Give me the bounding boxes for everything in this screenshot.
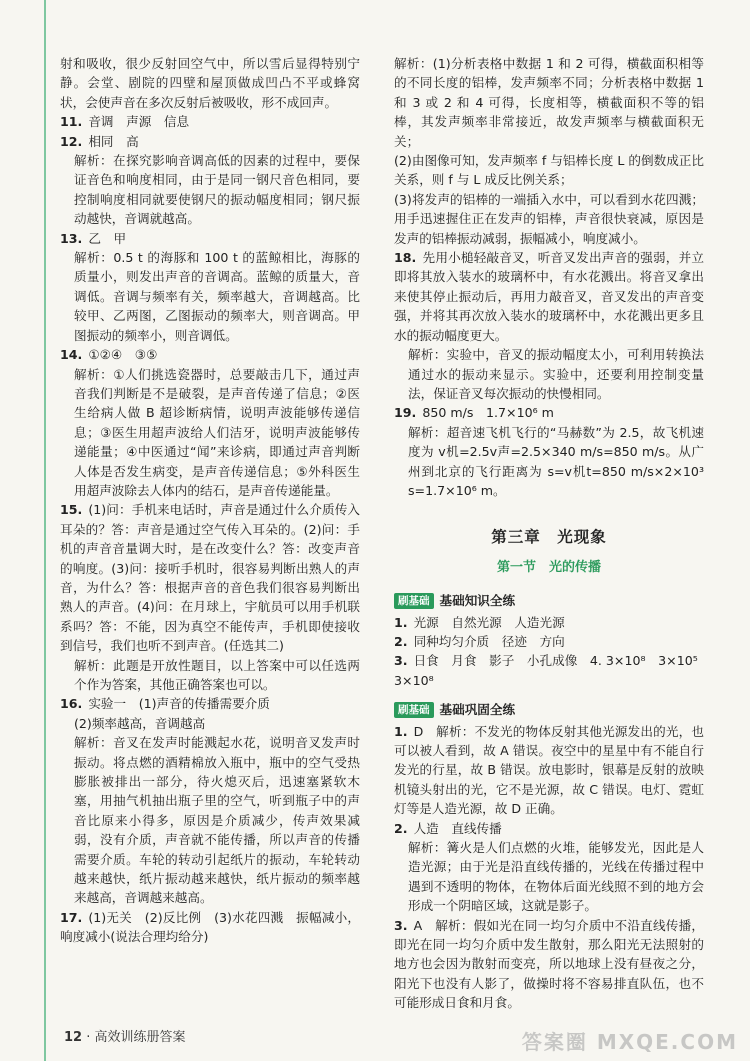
- answer-13: 13. 乙 甲: [60, 230, 127, 246]
- answer-continuation: 射和吸收，很少反射回空气中，所以雪后显得特别宁静。会堂、剧院的四壁和屋顶做成凹凸不平或蜂窝状，会使声音在多次反射后被吸收，形不成回声。: [60, 56, 360, 110]
- explanation-17-line2: (2)由图像可知，发声频率 f 与铝棒长度 L 的倒数成正比关系，则 f 与 L 成反比例关系；: [394, 153, 704, 188]
- basic-knowledge-header: [394, 591, 704, 610]
- answer-18: 18. 先用小槌轻敲音叉，听音叉发出声音的强弱，并立即将其放入装水的玻璃杯中，有水花溅出。将音叉拿出来使其停止振动后，再用力敲音叉，音叉发出的声音变强，并将其再次放入装水的玻璃杯中，水花溅出更多且水的振动幅度更大。: [394, 250, 704, 343]
- explanation-14: 解析：①人们挑选瓷器时，总要敲击几下，通过声音我们判断是不是破裂，是声音传递了信息；②医生给病人做 B 超诊断病情，说明声波能够传递信息；③医生用超声波给人们洁牙，说明声波能够传递能量；④中医通过“闻”来诊病，即通过声音判断人体是否发生病变，是声音传递信息；⑤外科医生用超声波除去人体内的结石，是声音传递能量。: [74, 366, 360, 498]
- consolidate-explanation-2: 解析：篝火是人们点燃的火堆，能够发光，因此是人造光源；由于光是沿直线传播的，光线在传播过程中遇到不透明的物体，在物体后面光线照不到的地方会形成一个阴暗区域，这就是影子。: [408, 840, 704, 914]
- page-edge-line: [44, 0, 46, 1061]
- answer-17: 17. (1)无关 (2)反比例 (3)水花四溅 振幅减小，响度减小(说法合理均给分): [60, 909, 360, 945]
- explanation-18: 解析：实验中，音叉的振动幅度太小，可利用转换法通过水的振动来显示。实验中，还要利用控制变量法，保证音叉每次振动的快慢相同。: [408, 347, 704, 401]
- basic-answer-3: 3. 日食 月食 影子 小孔成像 4. 3×10⁸ 3×10⁵ 3×10⁸: [394, 653, 711, 688]
- section-title: 第一节 光的传播: [496, 559, 601, 575]
- left-column: [60, 54, 360, 947]
- footer-book-title: 高效训练册答案: [94, 1030, 186, 1045]
- answer-14: 14. ①②④ ③⑤: [60, 347, 158, 363]
- explanation-12: 解析：在探究影响音调高低的因素的过程中，要保证音色和响度相同，由于是同一钢尺音色相同，要控制响度相同就要使钢尺的振动幅度相同；钢尺振动越快，音调就越高。: [74, 153, 360, 227]
- chapter-title: 第三章 光现象: [491, 528, 607, 547]
- answer-16: 16. 实验一 (1)声音的传播需要介质: [60, 696, 270, 712]
- answer-12: 12. 相同 高: [60, 133, 139, 149]
- explanation-13: 解析：0.5 t 的海豚和 100 t 的蓝鲸相比，海豚的质量小，则发出声音的音调高。蓝鲸的质量大，音调低。音调与频率有关，频率越大，音调越高。比较甲、乙两图，乙图振动的频率大，则音调高。甲图振动的频率小，则音调低。: [74, 250, 360, 343]
- explanation-16: 解析：音叉在发声时能溅起水花，说明音叉发声时振动。将点燃的酒精棉放入瓶中，瓶中的空气受热膨胀被排出一部分，待火熄灭后，迅速塞紧软木塞，用抽气机抽出瓶子里的空气，听到瓶子中的声音比原来小得多，原因是介质减少，传声效果减弱，没有介质，声音就不能传播，所以声音的传播需要介质。车轮的转动引起纸片的振动，车轮转动越来越快，纸片振动越来越快，纸片振动的频率越来越高，音调越来越高。: [74, 735, 360, 906]
- answer-16-part2: (2)频率越高，音调越高: [74, 715, 206, 731]
- answer-15: 15. (1)问：手机来电话时，声音是通过什么介质传入耳朵的？答：声音是通过空气传入耳朵的。(2)问：手机的声音音量调大时，是在改变什么？答：改变声音的响度。(3)问：接听手机时，很容易判断出熟人的声音，为什么？答：根据声音的音色我们很容易判断出熟人的声音。(4)问：在月球上，宇航员可以用手机联系吗？答：不能，因为真空不能传声，手机即使接收到信号，我们也听不到声音。(任选其二): [60, 502, 360, 654]
- consolidate-answer-1: 1. D 解析：不发光的物体反射其他光源发出的光，也可以被人看到，故 A 错误。夜空中的星星中有不能自行发光的行星，故 B 错误。放电影时，银幕是反射的放映机镜头射出的光，它不是光源，故 C 错误。电灯、霓虹灯等是人造光源，故 D 正确。: [394, 723, 704, 817]
- page-footer: [64, 1026, 186, 1045]
- explanation-17-line1: 解析：(1)分析表格中数据 1 和 2 可得，横截面积相等的不同长度的铝棒，发声频率不同；分析表格中数据 1 和 3 或 2 和 4 可得，长度相等，横截面积不等的铝棒，其发声频率非常接近，故发声频率与横截面积无关；: [394, 56, 704, 149]
- basic-label: 基础知识全练: [439, 593, 516, 609]
- explanation-15: 解析：此题是开放性题目，以上答案中可以任选两个作为答案，其他正确答案也可以。: [74, 657, 360, 692]
- answer-19: 19. 850 m/s 1.7×10⁶ m: [394, 405, 554, 421]
- basic-answer-1: 1. 光源 自然光源 人造光源: [394, 614, 565, 630]
- consolidate-label: 基础巩固全练: [439, 702, 516, 718]
- footer-dot: ·: [86, 1030, 91, 1045]
- right-column: [394, 54, 711, 1013]
- basic-answer-2: 2. 同种均匀介质 径迹 方向: [394, 633, 565, 649]
- explanation-17-line3: (3)将发声的铝棒的一端插入水中，可以看到水花四溅；用手迅速握住正在发声的铝棒，声音很快衰减，原因是发声的铝棒振动减弱，振幅减小，响度减小。: [394, 191, 704, 246]
- consolidate-answer-2: 2. 人造 直线传播: [394, 820, 502, 836]
- explanation-19: 解析：超音速飞机飞行的“马赫数”为 2.5，故飞机速度为 v机=2.5v声=2.5×340 m/s=850 m/s。从广州到北京的飞行距离为 s=v机t=850 m/s×2×10³ s=1.7×10⁶ m。: [408, 424, 704, 498]
- watermark: 答案圈 MXQE.COM: [521, 1030, 738, 1054]
- basic-badge: 刷基础: [394, 593, 434, 609]
- consolidate-answer-3: 3. A 解析：假如光在同一均匀介质中不沿直线传播，即光在同一均匀介质中发生散射，那么阳光无法照射的地方也会因为散射而变亮，所以地球上没有昼夜之分，阳光下也没有人影了，做操时将不容易排直队伍，也不可能形成日食和月食。: [394, 917, 704, 1011]
- consolidate-header: [394, 700, 704, 719]
- page-number: 12: [64, 1030, 83, 1045]
- answer-11: 11. 音调 声源 信息: [60, 114, 190, 130]
- consolidate-badge: 刷基础: [394, 702, 434, 718]
